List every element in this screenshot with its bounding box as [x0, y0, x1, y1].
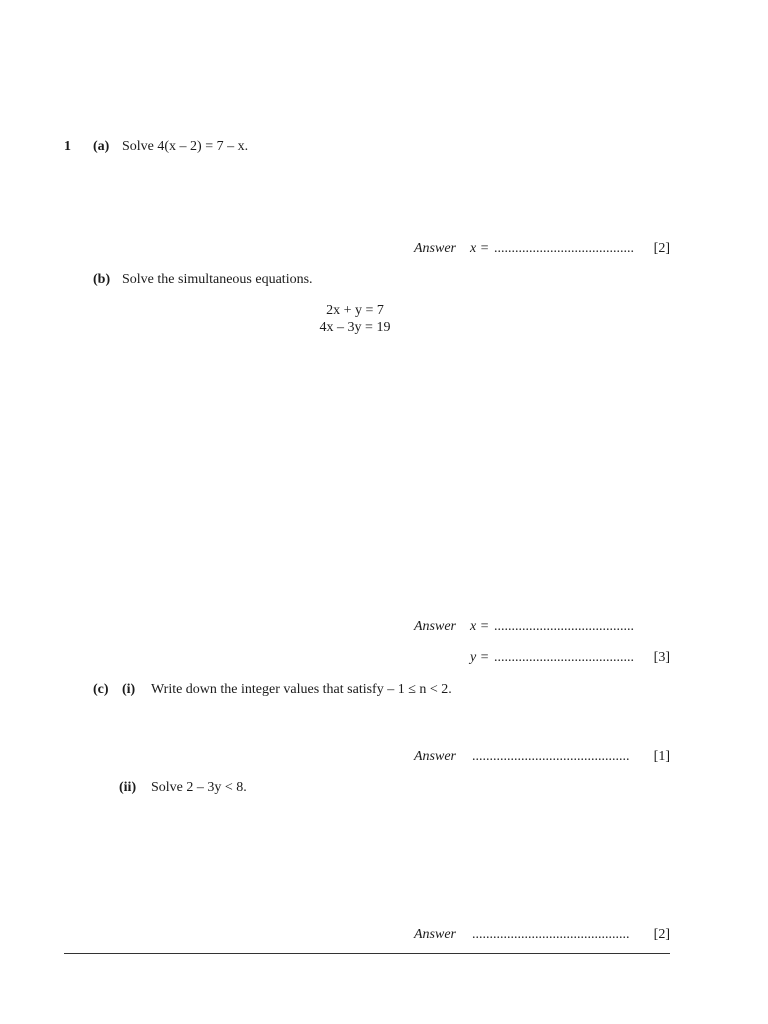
answer-blank[interactable]: ........................................: [494, 241, 634, 256]
answer-blank[interactable]: .............................................: [472, 749, 630, 764]
equation-1: 2x + y = 7: [326, 303, 384, 318]
part-c-ii-prompt: Solve 2 – 3y < 8.: [151, 780, 247, 795]
part-c-label: (c): [93, 682, 109, 697]
part-c-ii-label: (ii): [119, 780, 137, 795]
equation-2: 4x – 3y = 19: [319, 320, 391, 335]
marks: [2]: [653, 927, 670, 942]
part-b-answer-line-x[interactable]: [414, 619, 670, 637]
part-c-i-label: (i): [122, 682, 136, 697]
question-number: 1: [64, 139, 71, 154]
part-b-answer-line-y[interactable]: [414, 650, 670, 668]
answer-blank[interactable]: .............................................: [472, 927, 630, 942]
page-bottom-rule: [64, 953, 670, 954]
part-b-prompt: Solve the simultaneous equations.: [122, 272, 313, 287]
answer-label: Answer: [414, 241, 456, 256]
marks: [1]: [653, 749, 670, 764]
part-c-i-answer-line[interactable]: [414, 749, 670, 767]
part-c-ii-answer-line[interactable]: [414, 927, 670, 945]
answer-variable-y: y =: [470, 650, 490, 665]
part-a-prompt: Solve 4(x – 2) = 7 – x.: [122, 139, 249, 154]
answer-variable-x: x =: [470, 241, 490, 256]
part-a-answer-line[interactable]: [414, 241, 670, 259]
part-b-label: (b): [93, 272, 111, 287]
answer-blank[interactable]: ........................................: [494, 619, 634, 634]
marks: [2]: [653, 241, 670, 256]
answer-label: Answer: [414, 619, 456, 634]
answer-label: Answer: [414, 749, 456, 764]
answer-variable-x: x =: [470, 619, 490, 634]
part-a-label: (a): [93, 139, 110, 154]
answer-label: Answer: [414, 927, 456, 942]
marks: [3]: [653, 650, 670, 665]
part-c-i-prompt: Write down the integer values that satisfy – 1 ≤ n < 2.: [151, 682, 452, 697]
answer-blank[interactable]: ........................................: [494, 650, 634, 665]
